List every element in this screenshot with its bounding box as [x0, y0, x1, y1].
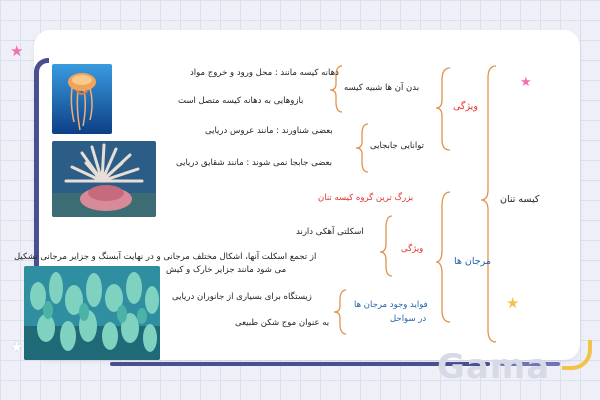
corals-brace [436, 192, 450, 322]
coral-feature-item: اسکلتی آهکی دارند [296, 227, 364, 237]
benefits-brace [334, 290, 346, 334]
root-brace [481, 66, 496, 342]
movement-item: بعضی شناورند : مانند عروس دریایی [205, 126, 333, 136]
coral-features-label: ویژگی [401, 244, 424, 254]
body-shape-label: بدن آن ها شبیه کیسه [344, 83, 420, 93]
benefit-item: به عنوان موج شکن طبیعی [235, 318, 330, 328]
pink-star-icon: ★ [10, 42, 24, 60]
body-item: بازوهایی به دهانه کیسه متصل است [178, 96, 304, 106]
benefit-item: زیستگاه برای بسیاری از جانوران دریایی [172, 292, 312, 302]
white-star-icon: ★ [10, 338, 24, 356]
coral-features-brace [380, 216, 392, 276]
benefits-label-line2: در سواحل [390, 314, 427, 324]
features-label: ویژگی [453, 101, 478, 112]
coral-feature-item: از تجمع اسکلت آنها، اشکال مختلف مرجانی و در نهایت آبسنگ و جزایر مرجانی تشکیل [14, 252, 317, 262]
corals-label: مرجان ها [454, 256, 491, 267]
benefits-label: فواید وجود مرجان ها [354, 300, 428, 310]
movement-brace [356, 124, 368, 172]
features-brace [436, 68, 450, 150]
root-label: کیسه تنان [500, 194, 540, 205]
coral-feature-item: می شود مانند جزایر خارک و کیش [166, 265, 287, 275]
movement-item: بعضی جابجا نمی شوند : مانند شقایق دریایی [176, 158, 332, 168]
movement-label: توانایی جابجایی [370, 141, 424, 151]
yellow-star-icon: ★ [506, 294, 520, 312]
body-item: دهانه کیسه مانند : محل ورود و خروج مواد [190, 68, 339, 78]
pink-star-icon: ★ [520, 75, 532, 90]
watermark-logo: Gama [437, 347, 551, 387]
corals-largest-group: بزرگ ترین گروه کیسه تنان [318, 193, 414, 203]
